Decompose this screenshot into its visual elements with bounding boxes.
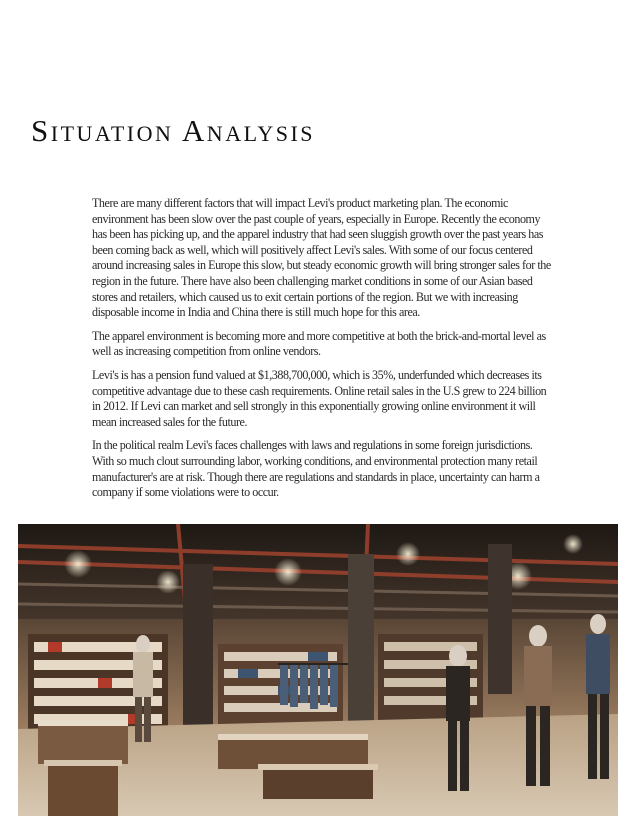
paragraph-competition: The apparel environment is becoming more and more competitive at both the brick-and-mortal level as well as increasing competition from online vendors. — [92, 328, 546, 359]
store-interior-photo — [18, 524, 618, 816]
page-title: Situation Analysis — [31, 113, 316, 148]
paragraph-political: In the political realm Levi's faces challenges with laws and regulations in some foreign jurisdictions. With so much clout surrounding labor, working conditions, and environmental protection many retail manufacturer's are at risk. Though there are regulations and standards in place, uncertainty can harm a company if some violations were to occur. — [92, 438, 540, 500]
paragraph-financial: Levi's is has a pension fund valued at $1,388,700,000, which is 35%, underfunded which decreases its competitive advantage due to these cash requirements. Online retail sales in the U.S grew to 224 billion in 2012. If Levi can market and sell strongly in this exponentially growing online environment it will mean increased sales for the future. — [92, 367, 547, 429]
body-text — [92, 196, 552, 509]
paragraph-economic: There are many different factors that will impact Levi's product marketing plan. The economic environment has been slow over the past couple of years, especially in Europe. Recently the economy has been has picking up, and the apparel industry that had seen sluggish growth over the past years has been coming back as well, which will positively affect Levi's sales. With some of our focus centered around increasing sales in Europe this slow, but steady economic growth will bring stronger sales for the region in the future. There have also been challenging market conditions in some of our Asian based stores and retailers, which caused us to exit certain portions of the region. But we with increasing disposable income in India and China there is still much hope for this area. — [92, 196, 551, 320]
